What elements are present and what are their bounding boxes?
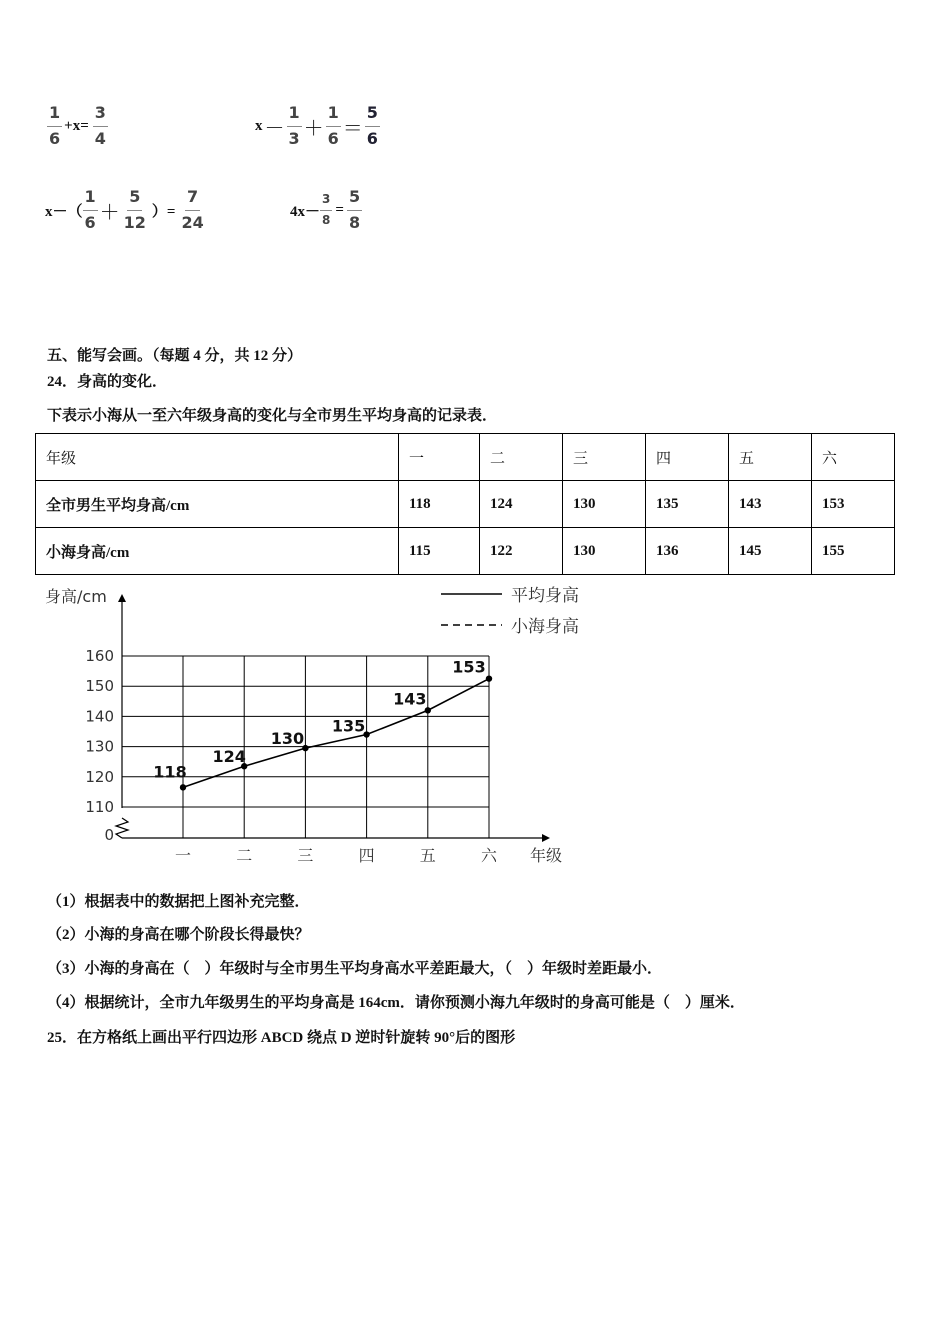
question-24-4: （4）根据统计，全市九年级男生的平均身高是 164cm．请你预测小海九年级时的身高可能是（ ）厘米． <box>47 995 745 1011</box>
table-cell: 122 <box>479 528 562 575</box>
data-label: 118 <box>153 762 187 782</box>
fraction: $\frac{1}{6}$ <box>49 103 61 148</box>
operator: ＋ <box>303 115 324 140</box>
question-24-1: （1）根据表中的数据把上图补充完整． <box>47 894 310 910</box>
data-point <box>486 675 492 681</box>
table-cell: 年级 <box>36 434 399 481</box>
height-line-chart <box>0 578 620 873</box>
equation-text: 4x－ <box>290 203 321 220</box>
table-cell: 115 <box>399 528 480 575</box>
equation-text: +x= <box>64 117 89 134</box>
legend-label: 平均身高 <box>511 586 579 606</box>
y-tick-label: 110 <box>85 798 114 816</box>
table-cell: 全市男生平均身高/cm <box>36 481 399 528</box>
data-point <box>180 784 186 790</box>
fraction: $\frac{5}{6}$ <box>366 103 378 148</box>
data-label: 143 <box>393 689 427 709</box>
operator: ＝ <box>342 115 363 140</box>
question-25: 25．在方格纸上画出平行四边形 ABCD 绕点 D 逆时针旋转 90°后的图形 <box>47 1030 516 1046</box>
axis-break-mark <box>116 818 128 838</box>
table-cell: 五 <box>728 434 811 481</box>
equation-3 <box>45 187 206 233</box>
table-cell: 136 <box>645 528 728 575</box>
operator: ＋ <box>99 199 120 224</box>
legend-label: 小海身高 <box>511 617 579 637</box>
equation-4 <box>290 187 362 233</box>
height-table <box>35 433 895 575</box>
section-heading: 五、能写会画。（每题 4 分，共 12 分） <box>47 348 303 364</box>
table-cell: 130 <box>562 481 645 528</box>
fraction: $\frac{3}{4}$ <box>94 103 106 148</box>
table-cell: 145 <box>728 528 811 575</box>
equation-text: = <box>335 201 344 218</box>
fraction: $\frac{5}{12}$ <box>123 187 146 232</box>
table-cell: 143 <box>728 481 811 528</box>
question-24-intro: 下表示小海从一至六年级身高的变化与全市男生平均身高的记录表． <box>47 408 498 424</box>
table-cell: 小海身高/cm <box>36 528 399 575</box>
question-24-2: （2）小海的身高在哪个阶段长得最快？ <box>47 927 310 943</box>
variable-x: x <box>255 117 263 134</box>
y-tick-label: 120 <box>85 767 114 786</box>
table-cell: 130 <box>562 528 645 575</box>
data-label: 135 <box>331 716 366 736</box>
equation-text: ）= <box>151 203 176 220</box>
x-tick-label: 五 <box>419 846 436 865</box>
x-tick-label: 二 <box>236 846 253 865</box>
x-tick-label: 六 <box>480 846 498 865</box>
x-tick-label: 一 <box>174 846 192 865</box>
equation-2 <box>255 103 380 149</box>
data-label: 130 <box>270 729 305 749</box>
table-cell: 124 <box>479 481 562 528</box>
table-cell: 118 <box>399 481 480 528</box>
table-row <box>36 481 895 528</box>
question-24-3: （3）小海的身高在（ ）年级时与全市男生平均身高水平差距最大，（ ）年级时差距最小． <box>47 961 663 977</box>
table-cell: 一 <box>399 434 480 481</box>
fraction: $\frac{1}{3}$ <box>288 103 300 148</box>
fraction: $\frac{5}{8}$ <box>348 187 361 232</box>
data-label: 124 <box>212 747 246 767</box>
operator: － <box>264 115 285 140</box>
table-row <box>36 528 895 575</box>
table-cell: 二 <box>479 434 562 481</box>
table-cell: 三 <box>562 434 645 481</box>
y-tick-label: 0 <box>104 826 114 844</box>
data-label: 153 <box>452 657 486 677</box>
fraction: $\frac{3}{8}$ <box>322 192 331 227</box>
x-axis-label: 年级 <box>530 846 563 865</box>
table-cell: 153 <box>811 481 894 528</box>
fraction: $\frac{7}{24}$ <box>181 187 204 232</box>
table-cell: 六 <box>811 434 894 481</box>
table-cell: 155 <box>811 528 894 575</box>
equation-text: x－（ <box>45 203 83 220</box>
table-cell: 135 <box>645 481 728 528</box>
table-header-row <box>36 434 895 481</box>
y-tick-label: 140 <box>85 707 114 726</box>
table-cell: 四 <box>645 434 728 481</box>
fraction: $\frac{1}{6}$ <box>327 103 339 148</box>
y-tick-label: 130 <box>85 737 114 756</box>
fraction: $\frac{1}{6}$ <box>84 187 96 232</box>
question-24-title: 24．身高的变化． <box>47 374 168 390</box>
y-tick-label: 150 <box>85 677 114 696</box>
x-tick-label: 三 <box>297 846 314 865</box>
y-tick-label: 160 <box>85 647 114 665</box>
equation-1 <box>47 103 108 149</box>
y-axis-label: 身高/cm <box>45 587 107 606</box>
x-tick-label: 四 <box>358 846 375 865</box>
